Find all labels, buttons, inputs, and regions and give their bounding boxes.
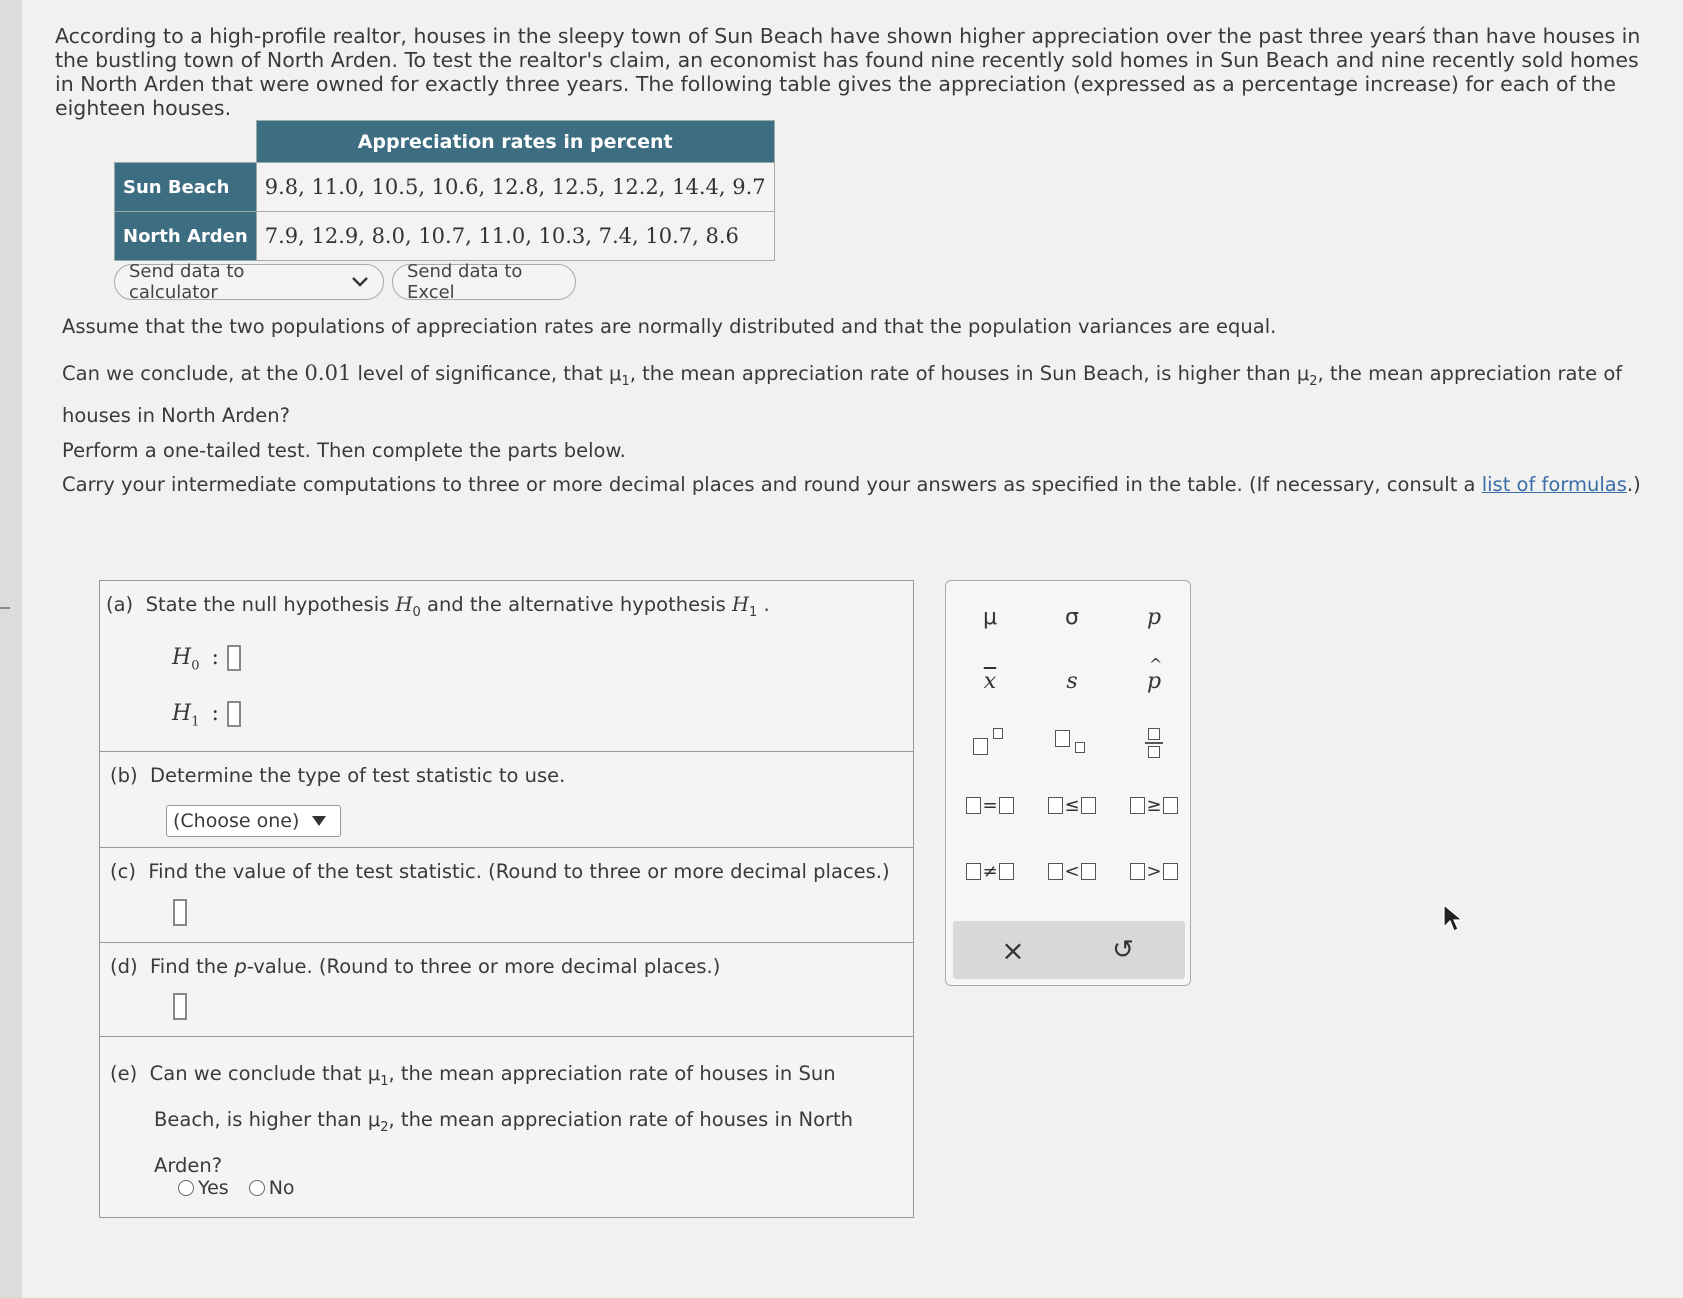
s-key[interactable]: s	[1066, 668, 1078, 694]
greater-than-key[interactable]: >	[1124, 851, 1184, 891]
sigma-key[interactable]: σ	[1065, 604, 1079, 630]
carry-instruction: Carry your intermediate computations to three or more decimal places and round your answers as specified in the table. (If necessary, consult a list of formulas.)	[62, 473, 1641, 496]
intro-paragraph	[55, 24, 1655, 120]
table-row	[115, 212, 775, 261]
p-value-input[interactable]	[173, 993, 187, 1020]
p-key[interactable]: p	[1146, 604, 1162, 630]
null-hypothesis: $H_0$ :	[172, 645, 241, 673]
part-c: (c) Find the value of the test statistic. (Round to three or more decimal places.)	[100, 848, 913, 943]
palette-footer	[953, 921, 1185, 979]
clear-icon[interactable]: ×	[1001, 933, 1025, 967]
send-to-calculator-button[interactable]	[114, 261, 384, 303]
question-text: Can we conclude, at the 0.01 level of significance, that $\mu_1$, the mean appreciation rate of houses in Sun Beach, is higher than $\mu_2$, the mean appreciation rate of houses in North Arden?	[62, 361, 1623, 427]
mu-symbol: μ	[1296, 362, 1310, 385]
math-palette	[945, 580, 1191, 986]
send-to-excel-button[interactable]	[392, 261, 576, 303]
row-values-north-arden: 7.9, 12.9, 8.0, 10.7, 11.0, 10.3, 7.4, 10.7, 8.6	[256, 212, 774, 261]
alternative-hypothesis: $H_1$ :	[172, 701, 241, 729]
yes-radio[interactable]: Yes	[178, 1177, 229, 1199]
fraction-icon	[1145, 728, 1163, 758]
fraction-key[interactable]	[1124, 723, 1184, 763]
subscript-icon	[1055, 728, 1089, 758]
less-equal-key[interactable]: ≤	[1042, 785, 1102, 825]
chevron-down-icon	[351, 273, 369, 292]
not-equal-key[interactable]: ≠	[960, 851, 1020, 891]
left-margin	[0, 0, 22, 1298]
superscript-icon	[973, 728, 1007, 758]
less-than-key[interactable]: <	[1042, 851, 1102, 891]
test-statistic-select[interactable]	[166, 805, 341, 837]
conclusion-options	[178, 1177, 309, 1201]
margin-tick	[0, 607, 10, 609]
no-radio[interactable]: No	[249, 1177, 295, 1199]
answer-panel	[99, 580, 914, 1218]
alternative-hypothesis-input[interactable]	[227, 701, 241, 727]
null-hypothesis-input[interactable]	[227, 645, 241, 671]
part-d: (d) Find the p-value. (Round to three or more decimal places.)	[100, 943, 913, 1037]
superscript-key[interactable]	[960, 723, 1020, 763]
test-statistic-input[interactable]	[173, 899, 187, 926]
row-values-sun-beach: 9.8, 11.0, 10.5, 10.6, 12.8, 12.5, 12.2, 14.4, 9.7	[256, 163, 774, 212]
assumption-text	[62, 310, 1652, 344]
mu-key[interactable]: μ	[983, 604, 997, 630]
undo-icon[interactable]: ↺	[1112, 935, 1134, 965]
appreciation-table	[114, 120, 775, 261]
p-hat-key[interactable]: ^ p	[1146, 654, 1163, 694]
table-header: Appreciation rates in percent	[256, 121, 774, 163]
test-statistic-select-value: (Choose one)	[173, 810, 300, 832]
x-bar-key[interactable]: $\overline{x}$	[983, 668, 997, 694]
greater-equal-key[interactable]: ≥	[1124, 785, 1184, 825]
dropdown-arrow-icon	[311, 810, 327, 832]
formulas-link[interactable]: list of formulas	[1481, 473, 1627, 496]
row-label-north-arden: North Arden	[115, 212, 257, 261]
table-row	[115, 163, 775, 212]
mouse-cursor-icon	[1442, 903, 1466, 937]
significance-level: 0.01	[304, 361, 352, 385]
assumption-sentence: Assume that the two populations of appreciation rates are normally distributed and that the population variances are equal.	[62, 315, 1277, 338]
mu-symbol: μ	[609, 362, 622, 385]
equals-key[interactable]: =	[960, 785, 1020, 825]
part-b: (b) Determine the type of test statistic to use. (Choose one)	[100, 752, 913, 848]
part-a: (a) State the null hypothesis $H_0$ and the alternative hypothesis $H_1$ . $H_0$ : $H_1$ :	[100, 581, 913, 752]
send-to-calculator-label: Send data to calculator	[129, 261, 245, 303]
subscript-key[interactable]	[1042, 723, 1102, 763]
row-label-sun-beach: Sun Beach	[115, 163, 257, 212]
hat-icon: ^	[1148, 654, 1163, 674]
part-e: (e) Can we conclude that $\mu_1$, the mean appreciation rate of houses in Sun Beach, is higher than $\mu_2$, the mean appreciation rate of houses in North Arden? Yes No	[110, 1062, 854, 1199]
intro-text: According to a high-profile realtor, houses in the sleepy town of Sun Beach have shown higher appreciation over the past three yearś than have houses in the bustling town of North Arden. To test the realtor's claim, an economist has found nine recently sold homes in Sun Beach and nine recently sold homes in North Arden that were owned for exactly three years. The following table gives the appreciation (expressed as a percentage increase) for each of the eighteen houses.	[55, 24, 1641, 120]
send-to-excel-label: Send data to Excel	[407, 261, 523, 303]
instruction-text: Perform a one-tailed test. Then complete the parts below.	[62, 439, 626, 462]
